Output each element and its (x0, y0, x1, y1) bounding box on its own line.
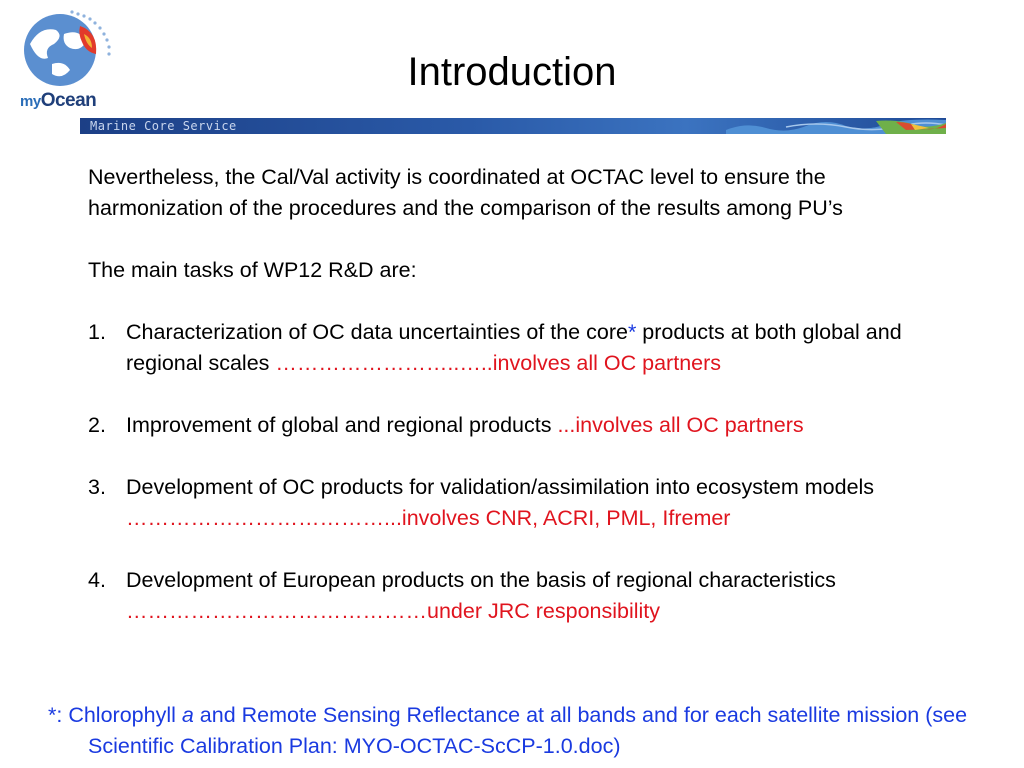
banner-label: Marine Core Service (90, 119, 237, 133)
list-item-text: Development of OC products for validation/assimilation into ecosystem models (126, 475, 875, 499)
wave-graphic-icon (726, 118, 946, 134)
page-title: Introduction (407, 50, 617, 94)
footnote-prefix: *: Chlorophyll (48, 703, 182, 727)
list-item-body (126, 565, 948, 627)
logo-wordmark-ocean: Ocean (40, 90, 97, 111)
list-item (88, 410, 948, 441)
logo-wordmark-my: my (20, 93, 41, 110)
list-item-note: ………………………………...involves CNR, ACRI, PML, Ifremer (126, 506, 731, 530)
footnote-italic: a (181, 703, 194, 727)
list-item-number: 2. (88, 413, 106, 437)
list-item-body (126, 472, 948, 534)
list-item-number: 4. (88, 568, 106, 592)
list-item-note: ……………………………………under JRC responsibility (126, 599, 661, 623)
list-item-text: Characterization of OC data uncertainties of the core (126, 320, 628, 344)
marine-core-service-banner (80, 118, 946, 134)
intro-paragraph: Nevertheless, the Cal/Val activity is coordinated at OCTAC level to ensure the harmonization of the procedures and the comparison of the results among PU’s (88, 165, 843, 220)
list-item-text: Improvement of global and regional products (126, 413, 558, 437)
list-item (88, 472, 948, 534)
tasks-list (88, 317, 948, 627)
list-item-body (126, 317, 948, 379)
list-item-number: 1. (88, 320, 106, 344)
list-item-number: 3. (88, 475, 106, 499)
list-item-text: Development of European products on the basis of regional characteristics (126, 568, 836, 592)
slide-body (88, 162, 948, 658)
list-item-note: ……………………..…..involves all OC partners (275, 351, 722, 375)
footnote-marker: * (627, 320, 637, 344)
footnote-suffix: and Remote Sensing Reflectance at all bands and for each satellite mission (see Scientific Calibration Plan: MYO-OCTAC-ScCP-1.0.doc) (88, 703, 968, 758)
list-item-body (126, 410, 804, 441)
list-item-text-continued: products at both global and regional scales (126, 320, 902, 375)
list-item-note: ...involves all OC partners (557, 413, 804, 437)
list-item (88, 565, 948, 627)
tasks-heading: The main tasks of WP12 R&D are: (88, 258, 417, 282)
list-item (88, 317, 948, 379)
footnote (48, 700, 1024, 762)
